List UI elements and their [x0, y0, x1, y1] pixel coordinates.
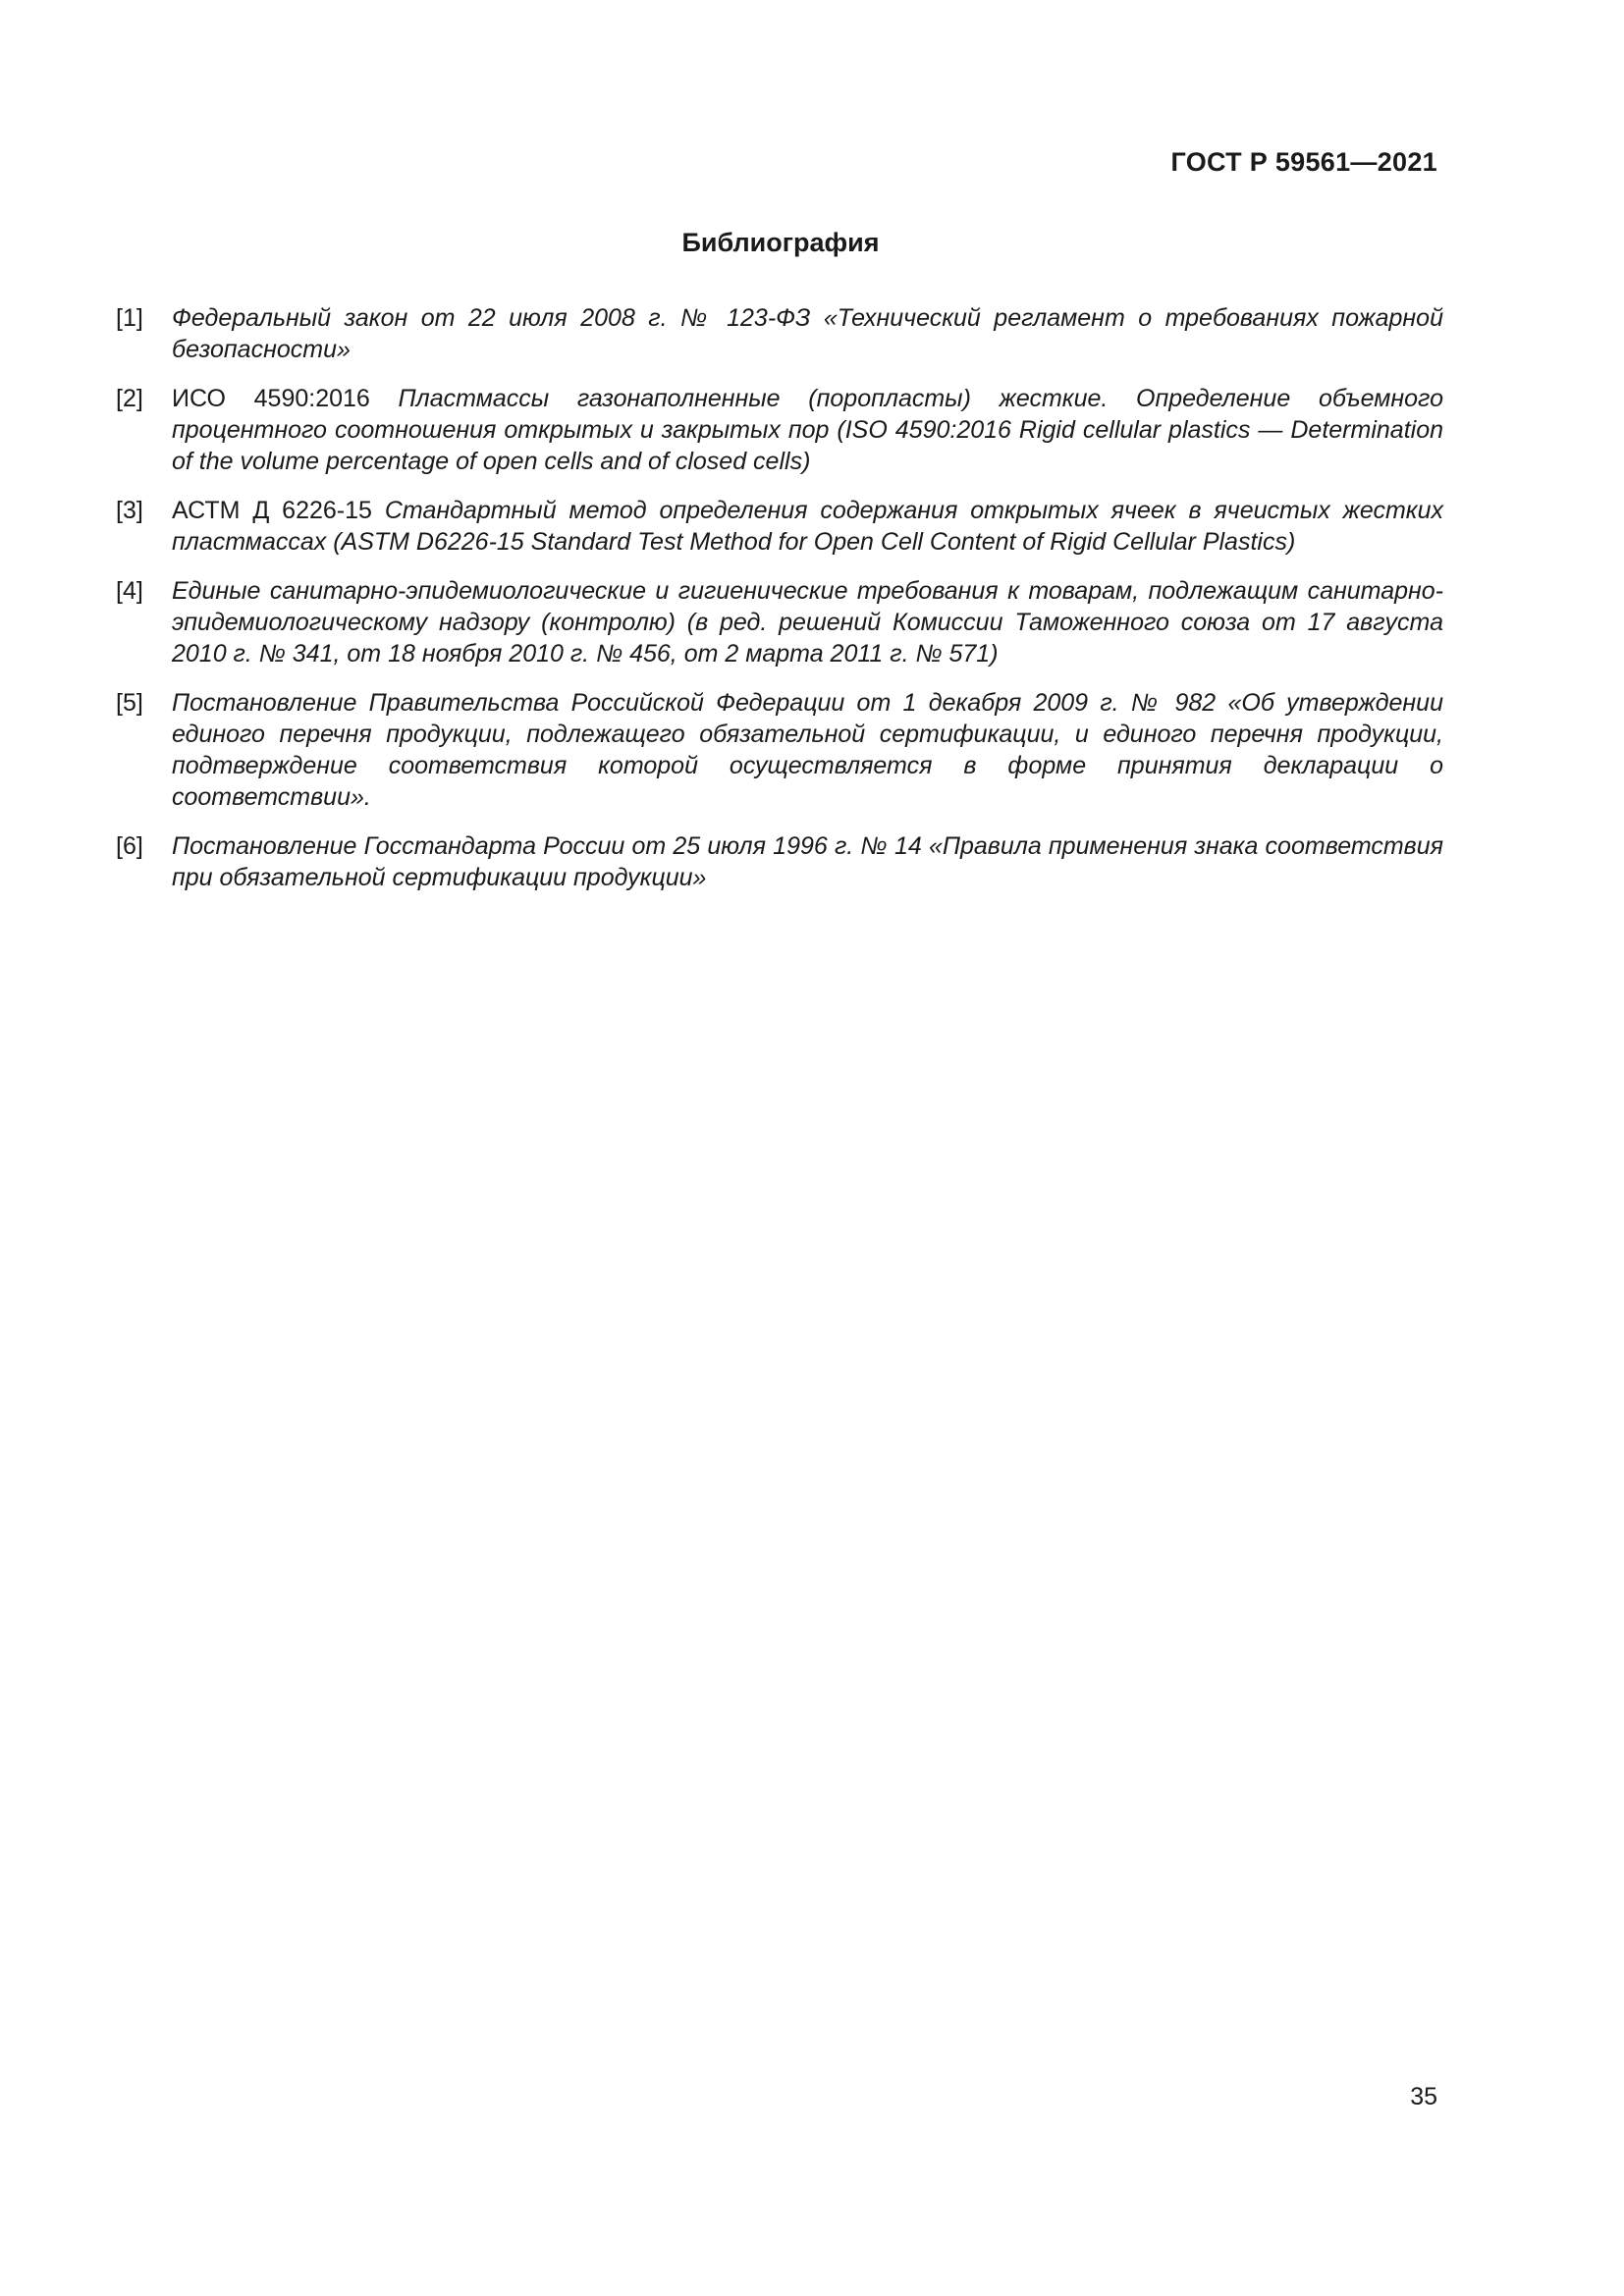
section-title: Библиография: [681, 228, 880, 257]
reference-title: Федеральный закон от 22 июля 2008 г. № 123-ФЗ «Технический регламент о требованиях пожарной безопасности»: [172, 304, 1443, 363]
reference-title: Стандартный метод определения содержания открытых ячеек в ячеистых жестких пластмассах (ASTM D6226-15 Standard Test Method for Open Cell Content of Rigid Cellular Plastics): [172, 497, 1443, 556]
bibliography-item: [116, 383, 1443, 477]
reference-text: [172, 302, 1443, 365]
reference-number: [5]: [116, 689, 143, 717]
reference-number: [2]: [116, 385, 143, 412]
reference-designation: АСТМ Д 6226-15: [172, 497, 372, 524]
bibliography-item: [116, 575, 1443, 669]
bibliography-item: [116, 302, 1443, 365]
bibliography-item: [116, 495, 1443, 558]
reference-title: Единые санитарно-эпидемиологические и гигиенические требования к товарам, подлежащим санитарно-эпидемиологическому надзору (контролю) (в ред. решений Комиссии Таможенного союза от 17 августа 2010 г. № 341, от 18 ноября 2010 г. № 456, от 2 марта 2011 г. № 571): [172, 577, 1443, 667]
bibliography-item: [116, 687, 1443, 813]
reference-text: [172, 575, 1443, 669]
reference-text: [172, 830, 1443, 893]
reference-text: [172, 495, 1443, 558]
reference-title: Постановление Госстандарта России от 25 июля 1996 г. № 14 «Правила применения знака соответствия при обязательной сертификации продукции»: [172, 832, 1443, 891]
reference-title: Постановление Правительства Российской Федерации от 1 декабря 2009 г. № 982 «Об утверждении единого перечня продукции, подлежащего обязательной сертификации, и единого перечня продукции, подтверждение соответствия которой осуществляется в форме принятия декларации о соответствии».: [172, 689, 1443, 811]
reference-title: Пластмассы газонаполненные (поропласты) жесткие. Определение объемного процентного соотношения открытых и закрытых пор (ISO 4590:2016 Rigid cellular plastics — Determination of the volume percentage of open cells and of closed cells): [172, 385, 1443, 475]
reference-designation: ИСО 4590:2016: [172, 385, 370, 412]
bibliography-item: [116, 830, 1443, 893]
reference-number: [1]: [116, 304, 143, 332]
reference-number: [6]: [116, 832, 143, 860]
reference-number: [4]: [116, 577, 143, 605]
reference-number: [3]: [116, 497, 143, 524]
bibliography-list: [116, 302, 1443, 911]
reference-text: [172, 383, 1443, 477]
reference-text: [172, 687, 1443, 813]
document-code: ГОСТ Р 59561—2021: [1170, 147, 1437, 177]
page-number: 35: [1410, 2083, 1437, 2110]
